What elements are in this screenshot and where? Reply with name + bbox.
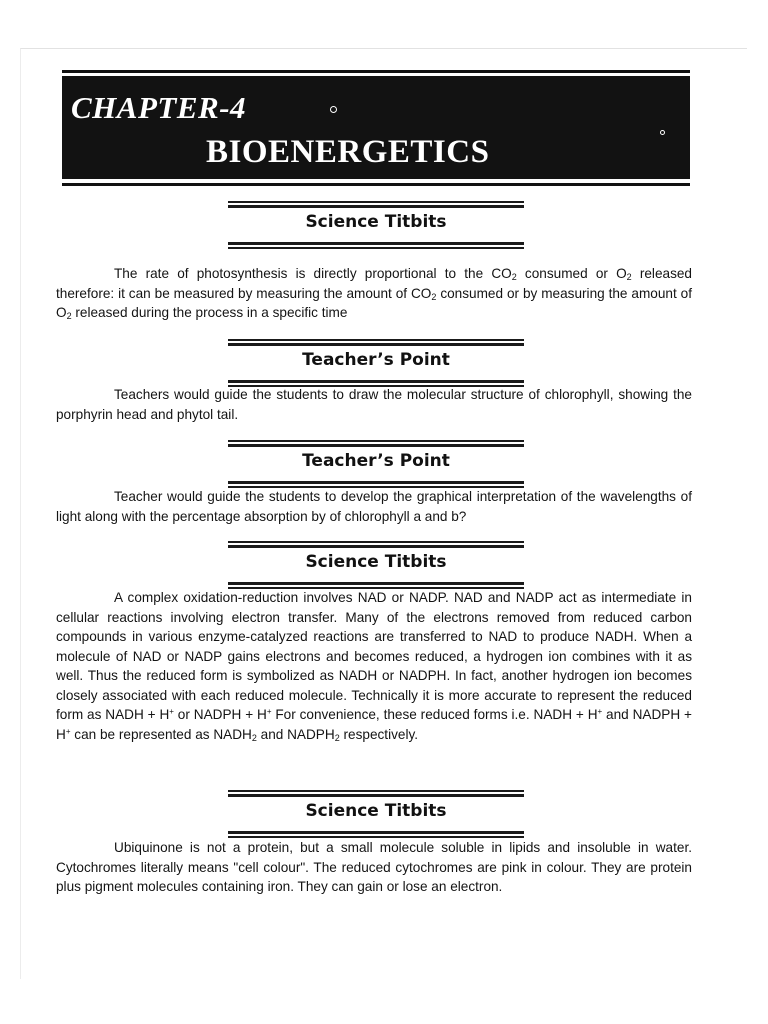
header-rule: [228, 582, 524, 585]
section-header: [228, 201, 524, 249]
paragraph-text-segment: A complex oxidation-reduction involves NAD or NADP. NAD and NADP act as intermediate in cellular reactions involving electron transfer. Many of the electrons removed from reduced carbon compounds in various enzyme-catalyzed reactions are transferred to NAD to produce NADH. When a molecule of NAD or NADP gains electrons and becomes reduced, a hydrogen ion combines with it as well. Thus the reduced form is symbolized as NADH or NADPH. In fact, another hydrogen ion becomes closely associated with each reduced molecule. Technically it is more accurate to represent the reduced form as NADH + H: [56, 590, 692, 722]
section-paragraph: [56, 588, 692, 744]
section-title: Teacher’s Point: [302, 451, 450, 471]
paragraph-text-segment: For convenience, these reduced forms i.e. NADH + H: [271, 707, 598, 722]
paragraph-text-segment: 2: [626, 272, 632, 282]
section-title: Science Titbits: [305, 801, 447, 821]
paragraph-text-segment: +: [65, 726, 71, 736]
chapter-banner: [62, 70, 690, 186]
paragraph-text-segment: Teacher would guide the students to develop the graphical interpretation of the wavelengths of light along with the percentage absorption by of chlorophyll a and b?: [56, 489, 692, 524]
paragraph-text-segment: 2: [334, 732, 340, 743]
paragraph-text-segment: 2: [66, 311, 72, 321]
section-paragraph: [56, 264, 692, 323]
header-rule: [228, 339, 524, 341]
section-header: [228, 541, 524, 589]
paragraph-text-segment: 2: [511, 272, 517, 282]
paragraph-text-segment: or NADPH + H: [173, 707, 267, 722]
header-rule: [228, 343, 524, 346]
header-rule: [228, 481, 524, 484]
header-rule: [228, 794, 524, 797]
paragraph-text-segment: Ubiquinone is not a protein, but a small molecule soluble in lipids and insoluble in water. Cytochromes literally means "cell colour". The reduced cytochromes are pink in colour. They are protein plus pigment molecules containing iron. They can gain or lose an electron.: [56, 840, 692, 894]
paragraph-text-segment: released therefore: it can be measured by measuring the amount of CO: [56, 266, 692, 301]
chapter-number: CHAPTER-4: [71, 90, 247, 125]
section-title: Science Titbits: [305, 212, 447, 232]
paragraph-text-segment: and NADPH: [256, 726, 335, 742]
paragraph-text-segment: 2: [431, 291, 437, 302]
section-paragraph: [56, 838, 692, 897]
paragraph-text-segment: can be represented as NADH: [70, 726, 252, 742]
section-paragraph: [56, 385, 692, 424]
header-rule: [228, 242, 524, 245]
header-rule: [228, 541, 524, 543]
header-rule: [228, 247, 524, 249]
paragraph-text-segment: consumed or by measuring the amount of O: [56, 285, 692, 320]
paragraph-text-segment: and NADPH + H: [56, 707, 692, 742]
paragraph-text-segment: Teachers would guide the students to draw the molecular structure of chlorophyll, showing the porphyrin head and phytol tail.: [56, 387, 692, 422]
paragraph-text-segment: +: [266, 707, 272, 716]
header-rule: [228, 205, 524, 208]
section-header: [228, 440, 524, 488]
section-header: [228, 790, 524, 838]
section-header: [228, 339, 524, 387]
paragraph-text-segment: 2: [251, 732, 257, 743]
scan-speck-icon: [660, 130, 665, 135]
header-rule: [228, 831, 524, 834]
section-paragraph: [56, 487, 692, 526]
chapter-title: BIOENERGETICS: [206, 134, 490, 170]
section-title: Science Titbits: [305, 552, 447, 572]
paragraph-text-segment: The rate of photosynthesis is directly proportional to the CO: [114, 266, 512, 281]
header-rule: [228, 444, 524, 447]
paragraph-text-segment: consumed or O: [516, 266, 627, 281]
paragraph-text-segment: +: [597, 707, 603, 716]
header-rule: [228, 545, 524, 548]
chapter-title-box: [62, 76, 690, 179]
paragraph-text-segment: +: [169, 707, 174, 716]
header-rule: [228, 380, 524, 383]
scan-speck-icon: [330, 106, 337, 113]
paragraph-text-segment: respectively.: [339, 726, 419, 742]
header-rule: [228, 440, 524, 442]
paragraph-text-segment: released during the process in a specific time: [71, 305, 348, 320]
header-rule: [228, 201, 524, 203]
section-title: Teacher’s Point: [302, 350, 450, 370]
header-rule: [228, 790, 524, 792]
